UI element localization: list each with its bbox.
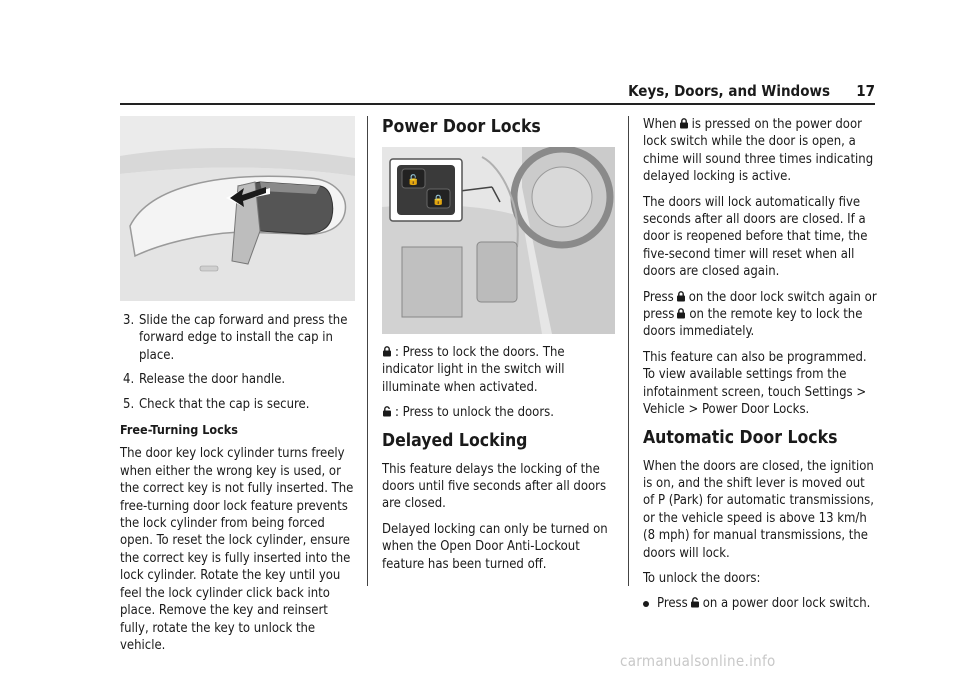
door-lock-switch-drawing — [382, 147, 615, 334]
unlock-intro-paragraph: To unlock the doors: — [643, 570, 761, 586]
auto-lock-conditions-paragraph: When the doors are closed, the ignition is on, and the shift lever is moved out of P (Park) for automatic transmissions, or the vehicle speed is above 13 km/h (8 mph) for manual transmissions, the doors will lock. — [643, 458, 874, 561]
column-divider-1 — [367, 116, 368, 586]
step-item: 3. Slide the cap forward and press the forward edge to install the cap in place. — [123, 313, 348, 363]
step-item: 4. Release the door handle. — [123, 372, 286, 388]
column-divider-2 — [628, 116, 629, 586]
lock-icon — [382, 346, 392, 357]
free-turning-paragraph: The door key lock cylinder turns freely when either the wrong key is used, or the correct key is not fully inserted. The free-turning door lock feature prevents the lock cylinder from being forced open. To reset the lock cylinder, ensure the correct key is fully inserted into the lock cylinder. Rotate the key until you feel the lock cylinder click back into place. Remove the key and reinsert fully, rotate the key to unlock the vehicle. — [120, 446, 354, 653]
lock-icon — [676, 308, 686, 319]
unlock-icon — [382, 406, 392, 417]
delayed-chime-paragraph: When is pressed on the power door lock switch while the door is open, a chime will sound three times indicating delayed locking is active. — [643, 117, 874, 185]
free-turning-heading: Free-Turning Locks — [120, 422, 238, 438]
programming-paragraph: This feature can also be programmed. To view available settings from the infotainment screen, touch Settings > Vehicle > Power Door Locks. — [643, 349, 867, 418]
right-column — [643, 116, 878, 613]
svg-text:🔒: 🔒 — [432, 195, 445, 206]
delayed-locking-heading: Delayed Locking — [382, 430, 528, 451]
unlock-description: : Press to unlock the doors. — [382, 404, 618, 421]
watermark[interactable]: carmanualsonline.info — [620, 652, 776, 670]
left-column — [120, 116, 356, 662]
auto-lock-timer-paragraph: The doors will lock automatically five seconds after all doors are closed. If a door is reopened before that time, the five-second timer will reset when all doors are closed again. — [643, 194, 868, 280]
header-rule — [120, 103, 875, 105]
lock-icon — [679, 118, 689, 129]
power-door-locks-heading: Power Door Locks — [382, 117, 541, 137]
door-handle-drawing — [120, 116, 355, 301]
svg-text:🔓: 🔓 — [407, 175, 420, 186]
lock-icon — [676, 291, 686, 302]
page-header — [0, 0, 960, 110]
unlock-icon — [690, 597, 700, 608]
automatic-door-locks-heading: Automatic Door Locks — [643, 427, 838, 448]
delayed-paragraph-1: This feature delays the locking of the doors until five seconds after all doors are closed. — [382, 461, 607, 512]
lock-description: : Press to lock the doors. The indicator light in the switch will illuminate when activated. — [382, 345, 565, 395]
delayed-paragraph-2: Delayed locking can only be turned on when the Open Door Anti-Lockout feature has been turned off. — [382, 521, 608, 572]
door-handle-illustration — [120, 116, 355, 301]
middle-column — [382, 116, 618, 581]
install-steps — [120, 312, 356, 413]
page-number: 17 — [856, 82, 875, 100]
step-item: 5. Check that the cap is secure. — [123, 396, 310, 412]
door-lock-switch-illustration — [382, 147, 615, 334]
lock-immediately-paragraph: Press on the door lock switch again or press on the remote key to lock the doors immediately. — [643, 289, 877, 340]
section-title: Keys, Doors, and Windows — [628, 82, 830, 100]
unlock-bullet-item: Press on a power door lock switch. — [643, 595, 878, 612]
bullet-dot — [643, 601, 649, 607]
